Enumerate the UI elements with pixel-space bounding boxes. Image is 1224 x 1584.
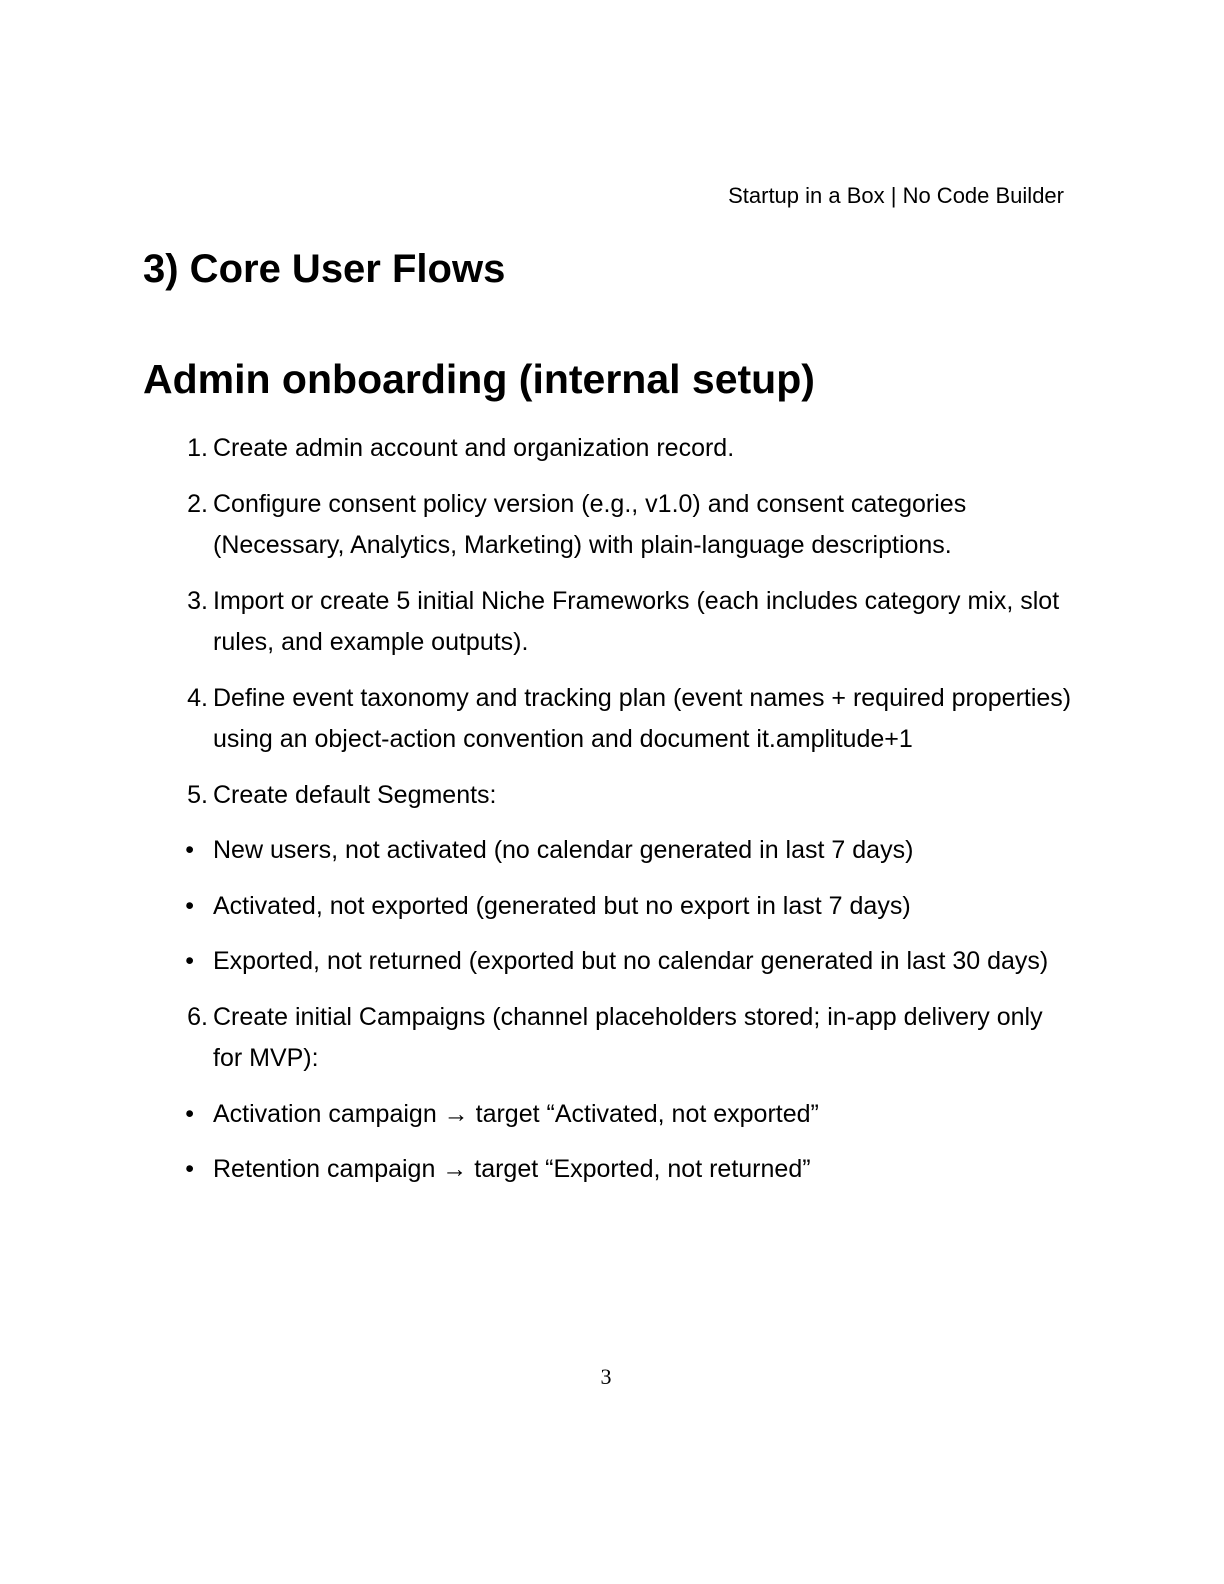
list-marker: 6. [187,1002,208,1031]
list-item-segment-exported [0,941,1224,983]
page-number: 3 [600,1364,612,1389]
bullet-marker: • [185,1099,194,1128]
list-item-step-3 [0,581,1224,664]
bullet-marker: • [185,1155,194,1183]
list-item-step-2 [0,484,1224,567]
list-marker: 2. [187,489,208,518]
list-item-segment-activated [0,886,1224,928]
bullet-marker: • [185,947,194,975]
list-item-segment-new-users [0,830,1224,872]
list-item-campaign-activation [0,1094,1224,1136]
list-item-step-1 [0,428,1224,470]
list-marker: 5. [187,780,208,809]
list-marker: 4. [187,683,208,712]
subsection-title: Admin onboarding (internal setup) [143,356,815,402]
list-item-step-4 [0,678,1224,761]
onboarding-steps-list [0,428,1224,1205]
list-item-text: Create default Segments: [213,780,497,809]
list-item-text: Define event taxonomy and tracking plan (event names + required properties) using an object-action convention and document it.amplitude+1 [213,683,1072,753]
list-item-text: Configure consent policy version (e.g., v1.0) and consent categories (Necessary, Analytics, Marketing) with plain-language descriptions. [213,489,967,559]
list-item-text: New users, not activated (no calendar generated in last 7 days) [213,836,914,864]
bullet-marker: • [185,836,194,864]
list-item-text: Exported, not returned (exported but no calendar generated in last 30 days) [213,947,1049,975]
list-item-text: Retention campaign → target “Exported, not returned” [213,1155,811,1183]
list-item-text: Create admin account and organization record. [213,434,735,462]
running-header: Startup in a Box | No Code Builder [728,183,1064,208]
list-item-text: Activation campaign → target “Activated, not exported” [213,1099,819,1128]
section-title: 3) Core User Flows [143,247,506,291]
list-item-step-5 [0,775,1224,817]
list-item-text: Create initial Campaigns (channel placeholders stored; in-app delivery only for MVP): [213,1002,1043,1072]
list-item-step-6 [0,997,1224,1080]
list-item-text: Import or create 5 initial Niche Frameworks (each includes category mix, slot rules, and example outputs). [213,586,1060,656]
list-item-text: Activated, not exported (generated but no export in last 7 days) [213,891,911,920]
list-marker: 3. [187,586,208,615]
list-marker: 1. [187,434,208,462]
bullet-marker: • [185,891,194,920]
list-item-campaign-retention [0,1149,1224,1191]
